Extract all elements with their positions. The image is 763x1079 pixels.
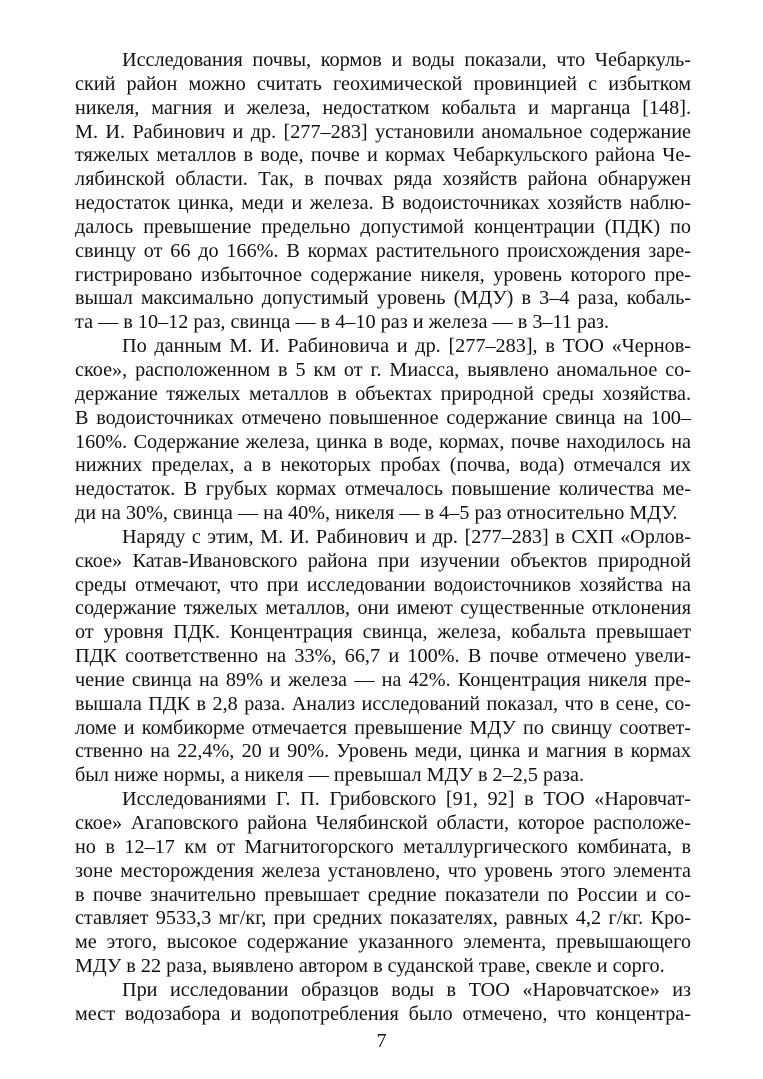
text-line: В водоисточниках отмечено повышенное содержание свинца на 100– xyxy=(75,406,691,429)
text-line: та — в 10–12 раз, свинца — в 4–10 раз и железа — в 3–11 раз. xyxy=(75,311,610,334)
text-line: недостаток. В грубых кормах отмечалось повышение количества ме- xyxy=(75,478,691,501)
text-line: мест водозабора и водопотребления было отмечено, что концентра- xyxy=(75,1002,691,1025)
paragraph xyxy=(75,335,691,526)
text-line: держание тяжелых металлов в объектах природной среды хозяйства. xyxy=(75,382,691,405)
text-line: ский район можно считать геохимической провинцией с избытком xyxy=(75,72,691,95)
paragraph xyxy=(75,979,691,1027)
text-line: По данным М. И. Рабиновича и др. [277–283], в ТОО «Чернов- xyxy=(122,335,691,358)
text-line: но в 12–17 км от Магнитогорского металлургического комбината, в xyxy=(75,835,691,858)
text-line: При исследовании образцов воды в ТОО «Наровчатское» из xyxy=(122,978,691,1001)
text-line: зоне месторождения железа установлено, что уровень этого элемента xyxy=(75,859,691,882)
text-line: далось превышение предельно допустимой концентрации (ПДК) по xyxy=(75,215,691,238)
text-line: Наряду с этим, М. И. Рабинович и др. [277–283] в СХП «Орлов- xyxy=(122,525,691,548)
text-line: тяжелых металлов в воде, почве и кормах Чебаркульского района Че- xyxy=(75,144,691,167)
paragraph xyxy=(75,788,691,979)
text-line: свинцу от 66 до 166%. В кормах растительного происхождения заре- xyxy=(75,239,691,262)
text-line: чение свинца на 89% и железа — на 42%. Концентрация никеля пре- xyxy=(75,668,691,691)
text-line: ское» Катав-Ивановского района при изучении объектов природной xyxy=(75,549,691,572)
text-line: ставляет 9533,3 мг/кг, при средних показателях, равных 4,2 г/кг. Кро- xyxy=(75,907,691,930)
text-line: гистрировано избыточное содержание никеля, уровень которого пре- xyxy=(75,263,691,286)
text-line: ственно на 22,4%, 20 и 90%. Уровень меди, цинка и магния в кормах xyxy=(75,740,691,763)
text-line: ское» Агаповского района Челябинской области, которое расположе- xyxy=(75,812,691,834)
text-line: нижних пределах, а в некоторых пробах (почва, вода) отмечался их xyxy=(75,454,691,477)
text-line: ПДК соответственно на 33%, 66,7 и 100%. В почве отмечено увели- xyxy=(75,645,691,668)
text-line: 160%. Содержание железа, цинка в воде, кормах, почве находилось на xyxy=(75,430,691,453)
paragraph xyxy=(75,49,691,335)
text-line: никеля, магния и железа, недостатком кобальта и марганца [148]. xyxy=(75,96,691,119)
text-line: лябинской области. Так, в почвах ряда хозяйств района обнаружен xyxy=(75,168,691,191)
text-line: вышал максимально допустимый уровень (МДУ) в 3–4 раза, кобаль- xyxy=(75,287,691,310)
text-line: М. И. Рабинович и др. [277–283] установили аномальное содержание xyxy=(75,120,691,143)
text-line: был ниже нормы, а никеля — превышал МДУ в 2–2,5 раза. xyxy=(75,764,585,787)
body-text xyxy=(75,49,691,1027)
text-line: МДУ в 22 раза, выявлено автором в суданской траве, свекле и сорго. xyxy=(75,955,665,978)
text-line: среды отмечают, что при исследовании водоисточников хозяйства на xyxy=(75,573,691,596)
text-line: от уровня ПДК. Концентрация свинца, железа, кобальта превышает xyxy=(75,621,691,644)
text-line: ме этого, высокое содержание указанного элемента, превышающего xyxy=(75,931,691,954)
text-line: вышала ПДК в 2,8 раза. Анализ исследований показал, что в сене, со- xyxy=(75,692,691,715)
text-line: в почве значительно превышает средние показатели по России и со- xyxy=(75,883,691,906)
text-line: ское», расположенном в 5 км от г. Миасса, выявлено аномальное со- xyxy=(75,358,691,381)
paragraph xyxy=(75,526,691,788)
page-number: 7 xyxy=(376,1030,387,1052)
text-line: ди на 30%, свинца — на 40%, никеля — в 4–5 раз относительно МДУ. xyxy=(75,502,678,525)
text-line: недостаток цинка, меди и железа. В водоисточниках хозяйств наблю- xyxy=(75,192,691,215)
text-line: ломе и комбикорме отмечается превышение МДУ по свинцу соответ- xyxy=(75,716,691,739)
text-line: Исследованиями Г. П. Грибовского [91, 92] в ТОО «Наровчат- xyxy=(122,788,691,811)
text-line: Исследования почвы, кормов и воды показали, что Чебаркуль- xyxy=(122,49,691,71)
text-line: содержание тяжелых металлов, они имеют существенные отклонения xyxy=(75,597,691,620)
